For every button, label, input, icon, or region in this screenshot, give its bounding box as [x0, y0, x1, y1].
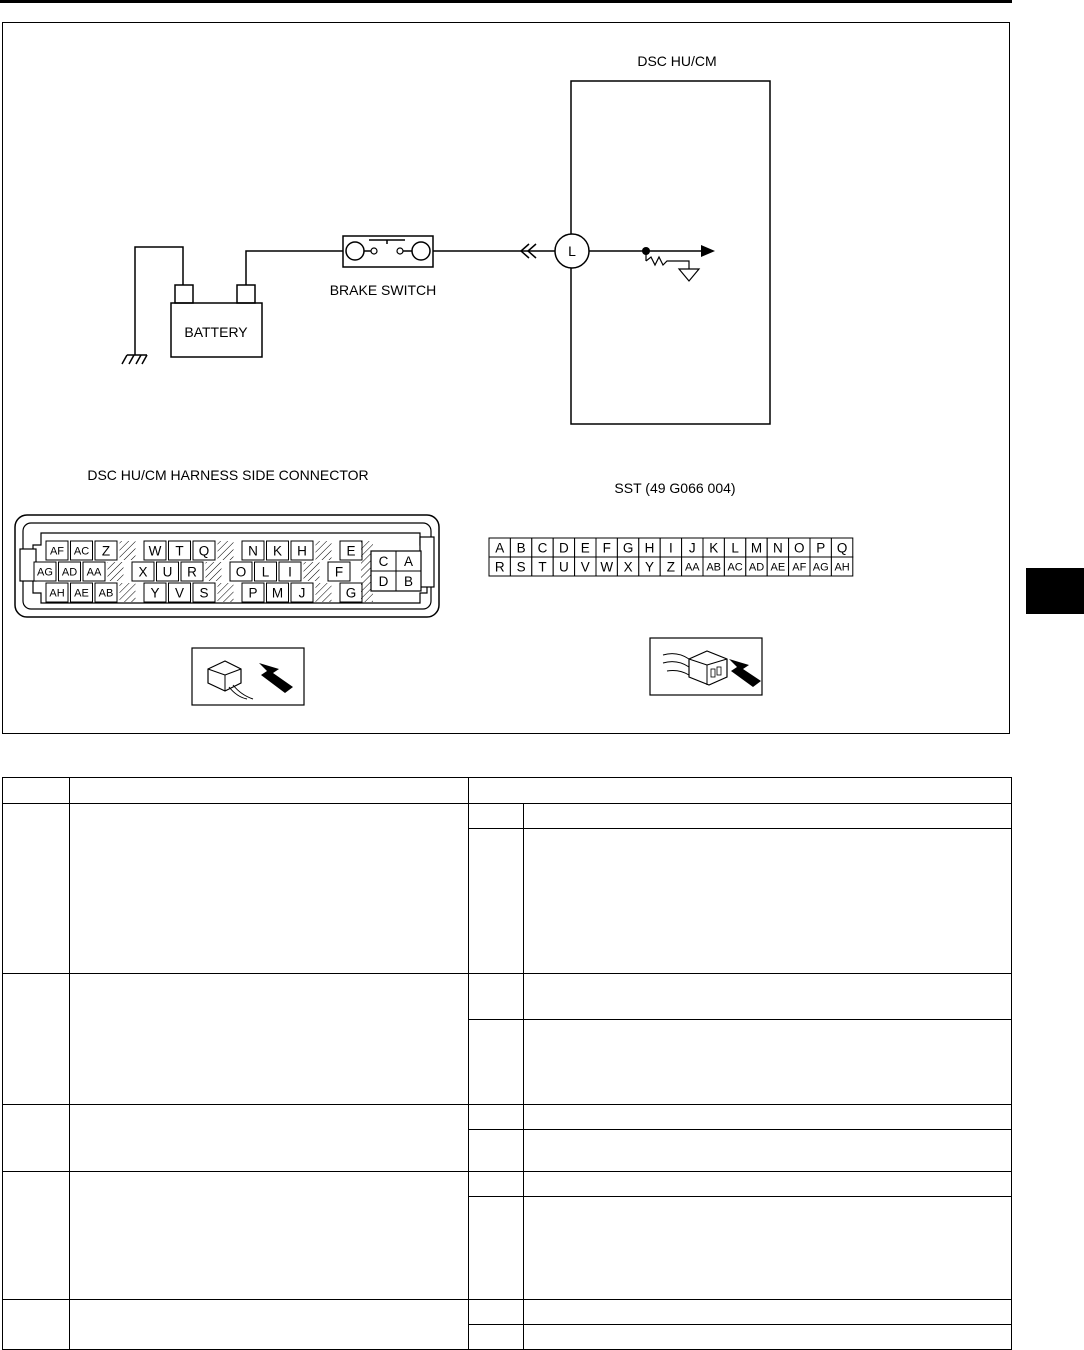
sst-pin-label: N [773, 540, 783, 556]
action-cell [524, 829, 1012, 974]
sst-pin-label: I [669, 540, 673, 556]
sst-pin-label: X [623, 559, 633, 575]
sst-pin-label: E [580, 540, 590, 556]
harness-hatch [120, 541, 136, 560]
harness-hatch [316, 541, 332, 560]
module-box [571, 81, 770, 424]
harness-block-label: C [378, 553, 389, 569]
result-cell [469, 974, 524, 1020]
harness-pin-label: N [248, 543, 258, 559]
sst-pin-label: L [731, 540, 739, 556]
brake-switch-label: BRAKE SWITCH [329, 282, 437, 298]
step-cell [3, 1104, 70, 1171]
table-header-row [3, 778, 1012, 804]
sst-pin-label: C [537, 540, 548, 556]
result-cell [469, 804, 524, 829]
sst-pin-label: M [750, 540, 763, 556]
action-cell [524, 1197, 1012, 1300]
harness-pin-label: E [346, 543, 356, 559]
sst-pin-label: J [688, 540, 696, 556]
sst-pin-label: AH [834, 561, 850, 574]
inspection-cell [70, 1172, 469, 1300]
sst-pin-label: G [622, 540, 634, 556]
harness-pin-label: AB [98, 587, 114, 600]
brake-switch-symbol [343, 236, 433, 267]
harness-hatch [120, 583, 136, 602]
sst-pin-label: AA [684, 561, 700, 574]
sst-pin-label: AE [770, 561, 786, 574]
sst-pin-label: AC [727, 561, 743, 574]
header-step [3, 778, 70, 804]
result-cell [469, 1197, 524, 1300]
table-row [3, 804, 1012, 829]
action-cell [524, 1324, 1012, 1349]
result-cell [469, 1129, 524, 1171]
section-tab [1026, 568, 1084, 614]
sst-pin-label: F [602, 540, 611, 556]
harness-hatch [218, 583, 234, 602]
battery-label: BATTERY [184, 324, 248, 340]
sst-pin-label: S [516, 559, 526, 575]
wiring-diagram-frame [2, 22, 1010, 734]
table-row [3, 974, 1012, 1020]
harness-pin-label: AF [49, 545, 65, 558]
harness-connector-title: DSC HU/CM HARNESS SIDE CONNECTOR [87, 467, 369, 483]
sst-pin-label: AG [812, 561, 829, 574]
harness-pin-label: R [187, 564, 197, 580]
harness-pin-label: T [175, 543, 184, 559]
sst-pin-label: B [516, 540, 526, 556]
action-cell [524, 804, 1012, 829]
sst-view-icon [650, 638, 762, 695]
harness-pin-label: Q [198, 543, 210, 559]
harness-pin-label: S [199, 585, 209, 601]
battery-symbol [171, 285, 262, 357]
sst-pin-label: U [559, 559, 569, 575]
harness-hatch [218, 541, 234, 560]
sst-pin-label: A [495, 540, 505, 556]
result-cell [469, 1299, 524, 1324]
result-cell [469, 1172, 524, 1197]
wire-battery-switch [246, 251, 343, 285]
troubleshooting-table [2, 777, 1012, 1350]
harness-block-label: D [378, 573, 389, 589]
harness-connector-pins [34, 541, 421, 602]
step-cell [3, 1299, 70, 1349]
harness-hatch [108, 562, 124, 581]
harness-pin-label: W [148, 543, 162, 559]
action-cell [524, 1172, 1012, 1197]
wiring-diagram [3, 23, 1011, 735]
result-cell [469, 1104, 524, 1129]
inspection-cell [70, 804, 469, 974]
sst-connector-title: SST (49 G066 004) [614, 480, 736, 496]
action-cell [524, 1104, 1012, 1129]
step-cell [3, 804, 70, 974]
harness-pin-label: G [345, 585, 357, 601]
inspection-cell [70, 1104, 469, 1171]
sst-pin-label: Q [836, 540, 848, 556]
harness-pin-label: AC [73, 545, 90, 558]
ground-symbol-left [122, 247, 183, 364]
sst-pin-label: W [600, 559, 614, 575]
action-cell [524, 1020, 1012, 1104]
harness-pin-label: H [297, 543, 307, 559]
table-row [3, 1172, 1012, 1197]
harness-hatch [206, 562, 222, 581]
sst-pin-label: D [559, 540, 569, 556]
result-cell [469, 829, 524, 974]
harness-pin-label: AD [61, 566, 78, 579]
result-cell [469, 1020, 524, 1104]
harness-pin-label: X [138, 564, 148, 580]
sst-pin-label: Z [666, 559, 676, 575]
harness-pin-label: AA [86, 566, 102, 579]
sst-pin-label: T [538, 559, 547, 575]
harness-pin-label: P [248, 585, 258, 601]
table-row [3, 1299, 1012, 1324]
sst-pin-label: H [644, 540, 655, 556]
inspection-cell [70, 974, 469, 1105]
top-rule [0, 0, 1012, 3]
harness-pin-label: K [272, 543, 283, 559]
sst-pin-label: V [580, 559, 590, 575]
sst-pin-label: AF [792, 561, 807, 574]
harness-view-icon [192, 648, 304, 705]
header-inspection [70, 778, 469, 804]
sst-pin-label: AB [706, 561, 722, 574]
step-cell [3, 974, 70, 1105]
harness-block-label: B [403, 573, 414, 589]
sst-pin-label: K [709, 540, 719, 556]
harness-pin-label: J [298, 585, 306, 601]
sst-pin-label: AD [748, 561, 765, 574]
harness-block-label: A [403, 553, 414, 569]
sst-pin-label: Y [644, 559, 655, 575]
sst-pin-label: R [494, 559, 505, 575]
internal-circuit [589, 245, 715, 281]
result-cell [469, 1324, 524, 1349]
module-label: DSC HU/CM [637, 53, 717, 69]
harness-pin-label: I [288, 564, 292, 580]
sst-pin-label: O [794, 540, 805, 556]
terminal-label: L [568, 243, 576, 259]
harness-pin-label: F [334, 564, 344, 580]
table-row [3, 1104, 1012, 1129]
sst-pin-label: P [816, 540, 826, 556]
harness-pin-label: V [174, 585, 185, 601]
harness-pin-label: Z [101, 543, 111, 559]
harness-pin-label: AE [74, 587, 89, 600]
sst-connector-pins [489, 538, 853, 576]
action-cell [524, 1129, 1012, 1171]
inspection-cell [70, 1299, 469, 1349]
harness-pin-label: O [235, 564, 247, 580]
step-cell [3, 1172, 70, 1300]
harness-hatch [316, 583, 332, 602]
harness-pin-label: Y [150, 585, 160, 601]
harness-pin-label: U [162, 564, 173, 580]
action-cell [524, 974, 1012, 1020]
header-action [469, 778, 1012, 804]
harness-pin-label: L [261, 564, 270, 580]
harness-pin-label: M [271, 585, 284, 601]
action-cell [524, 1299, 1012, 1324]
harness-pin-label: AH [49, 587, 65, 600]
harness-hatch [304, 562, 320, 581]
harness-pin-label: AG [37, 566, 53, 579]
